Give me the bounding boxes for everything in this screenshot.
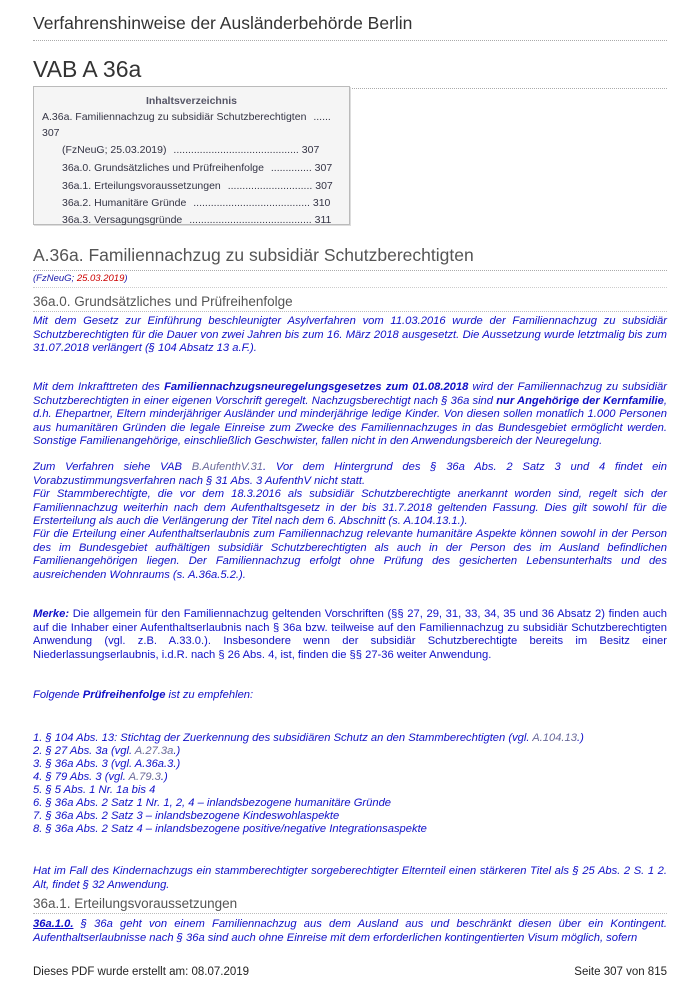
link[interactable]: A.79.3	[128, 771, 161, 783]
list-item: 5. § 5 Abs. 1 Nr. 1a bis 4	[33, 784, 156, 796]
toc-entry[interactable]: A.36a. Familiennachzug zu subsidiär Schutzberechtigten ......	[42, 111, 331, 123]
link[interactable]: A.104.13	[532, 732, 577, 744]
list-item: 1. § 104 Abs. 13: Stichtag der Zuerkennung des subsidiären Schutz an den Stammberechtigten (vgl. A.104.13.)	[33, 732, 584, 744]
toc-entry[interactable]: (FzNeuG; 25.03.2019) ........................................... 307	[62, 144, 320, 156]
section-heading: A.36a. Familiennachzug zu subsidiär Schutzberechtigten	[33, 245, 667, 271]
toc-entry[interactable]: 36a.3. Versagungsgründe .......................................... 311	[62, 214, 332, 226]
paragraph: Folgende Prüfreihenfolge ist zu empfehlen:	[33, 689, 254, 701]
paragraph-number: 36a.1.0.	[33, 918, 74, 930]
paragraph: Zum Verfahren siehe VAB B.AufenthV.31. Vor dem Hintergrund des § 36a Abs. 2 Satz 3 und 4 findet ein Vorabzustimmungsverfahren nach § 31 Abs. 3 AufenthV nicht statt.	[33, 461, 667, 487]
list-item: 8. § 36a Abs. 2 Satz 4 – inlandsbezogene positive/negative Integrationsaspekte	[33, 823, 427, 835]
check-order-list	[33, 732, 667, 836]
paragraph: 36a.1.0. § 36a geht von einem Familiennachzug aus dem Ausland aus und beschränkt diesen über ein Kontingent. Aufenthaltserlaubnisse nach § 36a sind auch ohne Einreise mit dem erforderlichen kontingentierten Visum möglich, sofern	[33, 918, 667, 944]
paragraph: Hat im Fall des Kindernachzugs ein stammberechtigter sorgeberechtigter Elternteil einen stärkeren Titel als § 25 Abs. 2 S. 1 2. Alt, findet § 32 Anwendung.	[33, 865, 667, 891]
table-of-contents	[33, 86, 350, 225]
paragraph: Für die Erteilung einer Aufenthaltserlaubnis zum Familiennachzug relevante humanitäre Aspekte können sowohl in der Person des im Bundesgebiet aufhältigen subsidiär Schutzberechtigten als auch in der Person des im Ausland befindlichen Familienangehörigen liegen. Der Familiennachzug erfolgt ohne Prüfung des gesicherten Lebensunterhalts und des ausreichenden Wohnraums (s. A.36a.5.2.).	[33, 528, 667, 581]
paragraph: Für Stammberechtigte, die vor dem 18.3.2016 als subsidiär Schutzberechtigte anerkannt worden sind, regelt sich der Familiennachzug weiterhin nach dem Aufenthaltsgesetz in der bis 31.7.2018 geltenden Fassung. Dies gilt sowohl für die Ersterteilung als auch die Verlängerung der Titel nach dem 6. Abschnitt (s. A.104.13.1.).	[33, 488, 667, 527]
section-source: (FzNeuG; 25.03.2019)	[33, 273, 128, 284]
merke-paragraph: Merke: Die allgemein für den Familiennachzug geltenden Vorschriften (§§ 27, 29, 31, 33, 34, 35 und 36 Absatz 2) finden auch auf die Inhaber einer Aufenthaltserlaubnis nach § 36a bzw. teilweise auf den Familiennachzug zu subsidiär Schutzberechtigten Anwendung (vgl. z.B. A.33.0.). Insbesondere wenn der subsidiär Schutzberechtigte bereits im Besitz einer Niederlassungserlaubnis, i.d.R. nach § 26 Abs. 4, ist, finden die §§ 27-36 weiter Anwendung.	[33, 608, 667, 661]
list-item: 3. § 36a Abs. 3 (vgl. A.36a.3.)	[33, 758, 181, 770]
footer-created: Dieses PDF wurde erstellt am: 08.07.2019	[33, 966, 250, 978]
list-item: 4. § 79 Abs. 3 (vgl. A.79.3.)	[33, 771, 168, 783]
document-title: VAB A 36a	[33, 56, 667, 89]
subsection-heading: 36a.1. Erteilungsvoraussetzungen	[33, 896, 667, 914]
paragraph: Mit dem Gesetz zur Einführung beschleunigter Asylverfahren vom 11.03.2016 wurde der Familiennachzug zu subsidiär Schutzberechtigten für die Dauer von zwei Jahren bis zum 16. März 2018 ausgesetzt. Die Aussetzung wurde letztmalig bis zum 31.07.2018 verlängert (§ 104 Absatz 13 a.F.).	[33, 315, 667, 354]
divider	[33, 287, 667, 288]
merke-label: Merke:	[33, 608, 70, 620]
source-date: 25.03.2019	[76, 273, 125, 284]
document-header: Verfahrenshinweise der Ausländerbehörde Berlin	[33, 13, 667, 41]
list-item: 2. § 27 Abs. 3a (vgl. A.27.3a.)	[33, 745, 181, 757]
toc-entry[interactable]: 36a.1. Erteilungsvoraussetzungen ............................. 307	[62, 180, 333, 192]
link-b-aufenthv-31[interactable]: B.AufenthV.31	[191, 461, 264, 473]
toc-entry[interactable]: 36a.2. Humanitäre Gründe ........................................ 310	[62, 197, 331, 209]
toc-entry-page[interactable]: 307	[42, 127, 60, 139]
list-item: 6. § 36a Abs. 2 Satz 1 Nr. 1, 2, 4 – inlandsbezogene humanitäre Gründe	[33, 797, 392, 809]
toc-entry[interactable]: 36a.0. Grundsätzliches und Prüfreihenfolge .............. 307	[62, 162, 333, 174]
paragraph: Mit dem Inkrafttreten des Familiennachzugsneuregelungsgesetzes zum 01.08.2018 wird der Familiennachzug zu subsidiär Schutzberechtigten in einer eigenen Vorschrift geregelt. Nachzugsberechtigt nach § 36a sind nur Angehörige der Kernfamilie, d.h. Ehepartner, Eltern minderjähriger Ausländer und minderjährige ledige Kinder. Von diesen sollen monatlich 1.000 Personen aus humanitären Gründen die legale Einreise zum Zwecke des Familiennachzuges in das Bundesgebiet ermöglicht werden. Sonstige Familienangehörige, einschließlich Geschwister, fallen nicht in den Anwendungsbereich der Neuregelung.	[33, 381, 668, 447]
list-item: 7. § 36a Abs. 2 Satz 3 – inlandsbezogene Kindeswohlaspekte	[33, 810, 340, 822]
subsection-heading: 36a.0. Grundsätzliches und Prüfreihenfolge	[33, 294, 667, 312]
toc-title: Inhaltsverzeichnis	[145, 95, 238, 107]
footer-page: Seite 307 von 815	[574, 966, 667, 978]
link[interactable]: A.27.3a	[134, 745, 174, 757]
